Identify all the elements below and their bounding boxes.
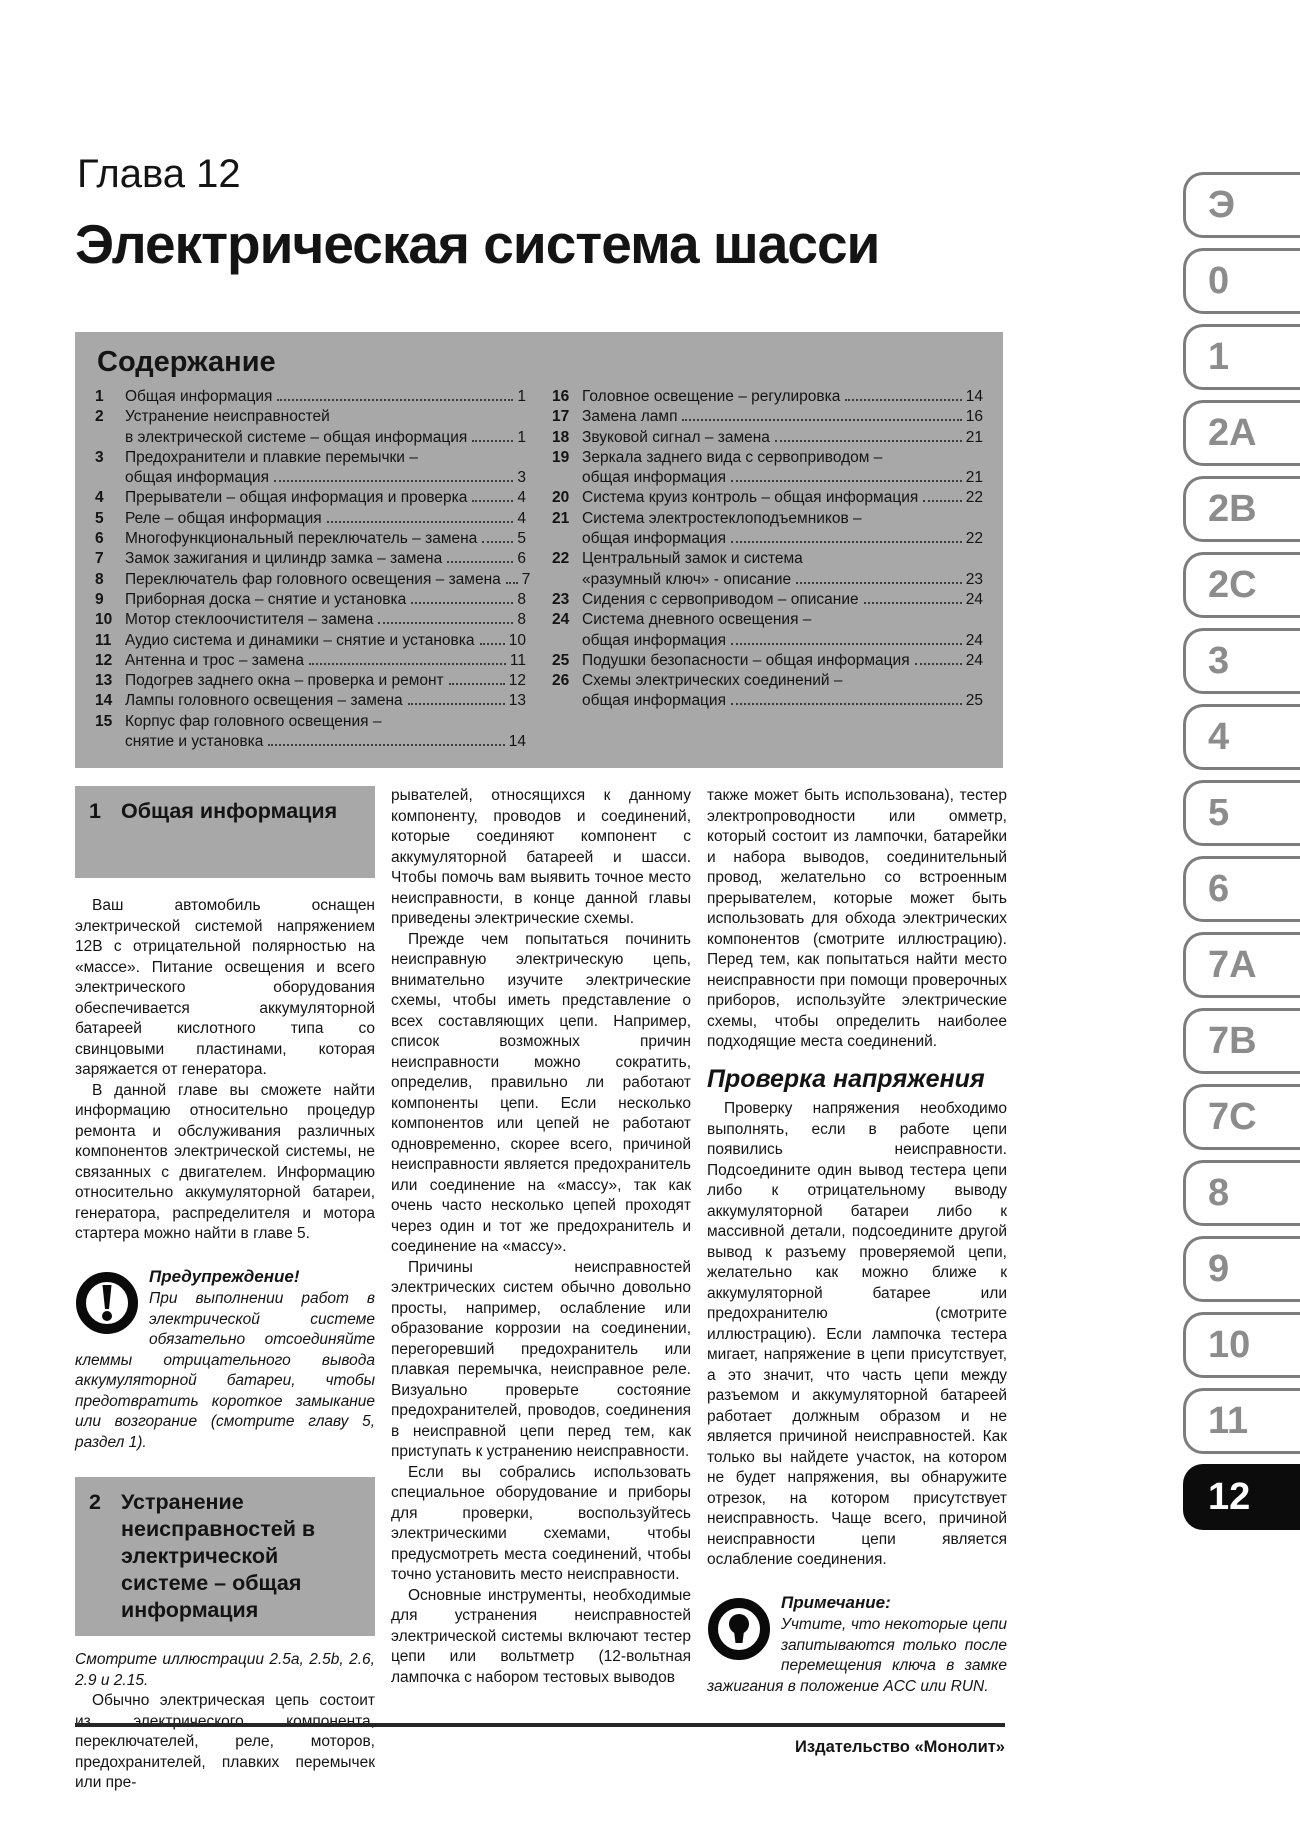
dotted-leader <box>408 703 505 705</box>
toc-item <box>552 448 983 489</box>
paragraph: Причины неисправностей электрических систем обычно довольно просты, например, ослабление или образование коррозии на соединении, перегоревший предохранитель или плавкая перемычка, неисправное реле. Визуально проверьте состояние предохранителей, проводов, соединения в неисправной цепи перед тем, как приступать к устранению неисправности. <box>391 1258 691 1460</box>
toc-item-number: 17 <box>552 408 570 426</box>
paragraph: рывателей, относящихся к данному компоненту, проводов и соединений, которые соединяют компонент с аккумуляторной батареей и шасси. Чтобы помочь вам выявить точное место неисправности, в конце данной главы приведены электрические схемы. <box>391 787 691 927</box>
toc-item-title: Подогрев заднего окна – проверка и ремонт <box>125 672 444 690</box>
voltage-check-heading: Проверка напряжения <box>707 1064 985 1093</box>
toc-page-number: 11 <box>509 651 526 669</box>
toc-item-title: Замок зажигания и цилиндр замка – замена <box>125 550 443 568</box>
toc-item <box>552 387 983 407</box>
toc-item-title: общая информация <box>125 469 269 487</box>
chapter-tab-label: 5 <box>1208 791 1230 834</box>
toc-item <box>95 509 526 529</box>
chapter-tab-label: 2C <box>1208 563 1257 606</box>
chapter-tab-6 <box>1183 856 1300 922</box>
toc-item-title: Антенна и трос – замена <box>125 651 304 669</box>
dotted-leader <box>268 744 504 746</box>
toc-item-number: 21 <box>552 509 570 527</box>
toc-page-number: 8 <box>517 590 526 608</box>
chapter-tab-0 <box>1183 248 1300 314</box>
toc-item <box>552 407 983 427</box>
toc-page-number: 21 <box>965 428 983 446</box>
chapter-tab-label: 7A <box>1208 943 1257 986</box>
toc-item <box>95 671 526 691</box>
toc-item-title: Прерыватели – общая информация и проверка <box>125 489 468 507</box>
toc-page-number: 23 <box>965 570 983 588</box>
toc-item-title: Зеркала заднего вида с сервоприводом – <box>582 448 883 466</box>
toc-item-title: Общая информация <box>125 388 273 405</box>
dotted-leader <box>506 582 518 584</box>
toc-item <box>552 509 983 550</box>
paragraph: Проверку напряжения необходимо выполнять, если в работе цепи появились неисправности. Подсоедините один вывод тестера цепи либо к отрицательному выводу аккумуляторной батареи либо к массивной детали, подсоедините другой вывод к разъему проверяемой цепи, желательно как можно ближе к аккумуляторной батарее или предохранителю (смотрите иллюстрацию). Если лампочка тестера мигает, напряжение в цепи присутствует, а это значит, что часть цепи между разъемом и аккумуляторной батареей работает должным образом и не является причиной неисправностей. Как только вы найдете участок, на котором не будет напряжения, вы обнаружите отрезок, на котором присутствует неисправность. Чаще всего, причиной неисправности цепи является ослабление соединения. <box>707 1100 1007 1568</box>
toc-item <box>552 671 983 712</box>
section-title: Общая информация <box>121 799 338 823</box>
toc-page-number: 22 <box>965 530 983 548</box>
dotted-leader <box>309 663 506 665</box>
toc-item-number: 19 <box>552 448 570 466</box>
section-number: 1 <box>89 799 101 823</box>
section-number: 2 <box>89 1490 101 1514</box>
toc-page-number: 1 <box>517 428 526 446</box>
toc-page-number: 25 <box>965 692 983 710</box>
table-of-contents <box>75 332 1003 768</box>
warning-icon <box>75 1271 139 1335</box>
dotted-leader <box>472 500 513 502</box>
paragraph: Обычно электрическая цепь состоит из электрического компонента, переключателей, реле, моторов, предохранителей, плавких перемычек или пре- <box>75 1692 375 1791</box>
chapter-tab-index <box>1183 172 1300 1530</box>
chapter-tab-label: 6 <box>1208 867 1230 910</box>
dotted-leader <box>845 399 961 401</box>
toc-item-title: «разумный ключ» - описание <box>582 570 792 588</box>
toc-page-number: 24 <box>965 651 983 669</box>
dotted-leader <box>447 561 513 563</box>
toc-item-number: 10 <box>95 611 113 629</box>
toc-item-number: 7 <box>95 550 104 568</box>
toc-item <box>95 590 526 610</box>
toc-item <box>95 691 526 711</box>
dotted-leader <box>731 643 962 645</box>
toc-item <box>552 610 983 651</box>
dotted-leader <box>923 500 961 502</box>
section-title: Устранение неисправностей в электрической системе – общая информация <box>121 1490 316 1622</box>
toc-item-number: 4 <box>95 489 104 507</box>
toc-item <box>95 529 526 549</box>
chapter-tab-label: 1 <box>1208 335 1230 378</box>
toc-item-title: Система круиз контроль – общая информация <box>582 489 919 507</box>
toc-item-title: общая информация <box>582 469 726 487</box>
toc-page-number: 14 <box>508 733 526 751</box>
toc-item <box>552 549 983 590</box>
toc-item-number: 20 <box>552 489 570 507</box>
note-text: Учтите, что некоторые цепи запитываются только после перемещения ключа в замке зажигания в положение ACC или RUN. <box>707 1616 1007 1695</box>
chapter-tab-label: 2B <box>1208 487 1257 530</box>
toc-page-number: 13 <box>508 692 526 710</box>
toc-item-title: общая информация <box>582 631 726 649</box>
chapter-tab-label: 8 <box>1208 1171 1230 1214</box>
note-callout <box>707 1593 1007 1698</box>
toc-item <box>552 651 983 671</box>
toc-item-title: Сидения с сервоприводом – описание <box>582 590 859 608</box>
toc-item <box>95 712 526 753</box>
dotted-leader <box>915 663 962 665</box>
toc-item-title: Система дневного освещения – <box>582 611 812 629</box>
toc-item <box>95 387 526 407</box>
toc-item <box>552 428 983 448</box>
toc-item-number: 18 <box>552 428 570 446</box>
toc-page-number: 14 <box>965 388 983 405</box>
chapter-tab-9 <box>1183 1236 1300 1302</box>
chapter-tab-label: 11 <box>1208 1399 1249 1442</box>
toc-page-number: 3 <box>517 469 526 487</box>
toc-item <box>95 549 526 569</box>
paragraph: также может быть использована), тестер электропроводности или омметр, который состоит из лампочки, батарейки и набора выводов, соединительный провод, желательно со встроенным прерывателем, которые может быть использовать для обхода электрических компонентов (смотрите иллюстрацию). Перед тем, как попытаться найти место неисправности при помощи проверочных приборов, используйте электрические схемы, чтобы определить наиболее подходящие места соединений. <box>707 787 1007 1050</box>
toc-item-number: 23 <box>552 590 570 608</box>
publisher-footer: Издательство «Монолит» <box>795 1738 1005 1756</box>
toc-page-number: 21 <box>965 469 983 487</box>
dotted-leader <box>274 480 513 482</box>
toc-page-number: 10 <box>508 631 526 649</box>
toc-item-number: 22 <box>552 550 570 568</box>
toc-page-number: 24 <box>965 631 983 649</box>
dotted-leader <box>378 622 513 624</box>
toc-item <box>95 631 526 651</box>
toc-item-title: Корпус фар головного освещения – <box>125 712 382 730</box>
toc-item-title: Аудио система и динамики – снятие и установка <box>125 631 475 649</box>
toc-item-number: 14 <box>95 692 113 710</box>
toc-page-number: 4 <box>517 489 526 507</box>
toc-item-number: 16 <box>552 388 570 405</box>
toc-heading: Содержание <box>97 346 276 378</box>
chapter-tab-label: 0 <box>1208 259 1230 302</box>
page-title: Электрическая система шасси <box>75 213 880 275</box>
toc-item-number: 3 <box>95 448 104 466</box>
dotted-leader <box>682 419 961 421</box>
toc-page-number: 1 <box>517 388 526 405</box>
chapter-tab-7B <box>1183 1008 1300 1074</box>
toc-item-title: Подушки безопасности – общая информация <box>582 651 910 669</box>
chapter-tab-11 <box>1183 1388 1300 1454</box>
dotted-leader <box>731 480 962 482</box>
chapter-tab-10 <box>1183 1312 1300 1378</box>
toc-item <box>95 570 531 590</box>
dotted-leader <box>472 440 513 442</box>
toc-column-left <box>95 387 531 752</box>
dotted-leader <box>480 643 505 645</box>
toc-item-title: Головное освещение – регулировка <box>582 388 841 405</box>
chapter-tab-label: 9 <box>1208 1247 1230 1290</box>
toc-page-number: 7 <box>521 570 531 588</box>
toc-item-number: 25 <box>552 651 570 669</box>
light-bulb-icon <box>707 1597 771 1661</box>
paragraph: Основные инструменты, необходимые для устранения неисправностей электрической системы включают тестер цепи или вольтметр (12-вольтная лампочка с набором тестовых выводов <box>391 1586 691 1686</box>
chapter-tab-Э <box>1183 172 1300 238</box>
toc-item-number: 6 <box>95 530 104 548</box>
dotted-leader <box>482 541 513 543</box>
toc-item-number: 26 <box>552 672 570 690</box>
chapter-tab-7C <box>1183 1084 1300 1150</box>
dotted-leader <box>864 602 962 604</box>
chapter-tab-1 <box>1183 324 1300 390</box>
chapter-tab-2B <box>1183 476 1300 542</box>
toc-page-number: 16 <box>965 408 983 426</box>
toc-item-number: 12 <box>95 651 113 669</box>
chapter-tab-label: 2A <box>1208 411 1257 454</box>
toc-page-number: 24 <box>965 590 983 608</box>
dotted-leader <box>731 541 962 543</box>
toc-item <box>552 590 983 610</box>
dotted-leader <box>411 602 513 604</box>
toc-item-title: Приборная доска – снятие и установка <box>125 590 407 608</box>
chapter-tab-5 <box>1183 780 1300 846</box>
toc-item-number: 5 <box>95 509 104 527</box>
toc-item-number: 24 <box>552 611 570 629</box>
chapter-tab-12 <box>1183 1464 1300 1530</box>
paragraph: Прежде чем попытаться починить неисправную электрическую цепь, внимательно изучите электрические схемы, чтобы иметь представление о всех составляющих цепи. Например, список возможных причин неисправности можно сократить, определив, правильно ли работают компоненты цепи. Если несколько компонентов или цепей не работают одновременно, скорее всего, причиной неисправности является предохранитель или соединение на «массу», так как очень часто несколько цепей проходят через один и тот же предохранитель и соединение на «массу». <box>391 930 691 1255</box>
body-column-1 <box>75 786 375 1794</box>
toc-item-title: Система электростеклоподъемников – <box>582 509 862 527</box>
toc-item-number: 1 <box>95 388 104 405</box>
chapter-tab-2C <box>1183 552 1300 618</box>
footer-rule <box>75 1723 1005 1727</box>
chapter-tab-3 <box>1183 628 1300 694</box>
chapter-tab-2A <box>1183 400 1300 466</box>
toc-item <box>95 488 526 508</box>
dotted-leader <box>327 521 514 523</box>
toc-item <box>552 488 983 508</box>
toc-item-title: Центральный замок и система <box>582 550 803 568</box>
toc-page-number: 8 <box>517 611 526 629</box>
toc-item-title: снятие и установка <box>125 733 264 751</box>
warning-title: Предупреждение! <box>149 1266 300 1286</box>
dotted-leader <box>449 683 505 685</box>
chapter-tab-label: 4 <box>1208 715 1230 758</box>
body-columns <box>75 786 1007 1794</box>
toc-item <box>95 651 526 671</box>
toc-item-number: 13 <box>95 672 113 690</box>
paragraph: Ваш автомобиль оснащен электрической системой напряжением 12В с отрицательной полярностью на «массе». Питание освещения и всего электрического оборудования обеспечивается аккумуляторной батареей кислотного типа со свинцовыми пластинами, которая заряжается от генератора. <box>75 897 375 1078</box>
chapter-tab-label: 3 <box>1208 639 1230 682</box>
dotted-leader <box>277 399 513 401</box>
toc-page-number: 5 <box>517 530 526 548</box>
chapter-tab-4 <box>1183 704 1300 770</box>
toc-item-title: Многофункциональный переключатель – замена <box>125 530 478 548</box>
chapter-tab-label: 12 <box>1208 1475 1251 1518</box>
dotted-leader <box>775 440 962 442</box>
toc-item-number: 15 <box>95 712 113 730</box>
toc-page-number: 4 <box>517 509 526 527</box>
chapter-label: Глава 12 <box>77 152 241 196</box>
toc-item-number: 2 <box>95 408 104 426</box>
toc-page-number: 22 <box>965 489 983 507</box>
toc-item-title: Мотор стеклоочистителя – замена <box>125 611 374 629</box>
body-column-3 <box>707 786 1007 1794</box>
body-column-2 <box>391 786 691 1794</box>
chapter-tab-8 <box>1183 1160 1300 1226</box>
chapter-tab-label: 7B <box>1208 1019 1257 1062</box>
note-title: Примечание: <box>781 1592 891 1612</box>
chapter-tab-label: 10 <box>1208 1323 1251 1366</box>
section-heading-2 <box>75 1477 375 1636</box>
dotted-leader <box>731 703 962 705</box>
chapter-tab-7A <box>1183 932 1300 998</box>
toc-item-number: 8 <box>95 570 104 588</box>
toc-column-right <box>552 387 983 752</box>
toc-item-number: 9 <box>95 590 104 608</box>
warning-callout <box>75 1267 375 1454</box>
toc-item-title: Звуковой сигнал – замена <box>582 428 770 446</box>
toc-item-title: Лампы головного освещения – замена <box>125 692 403 710</box>
toc-item <box>95 610 526 630</box>
warning-text: При выполнении работ в электрической системе обязательно отсоединяйте клеммы отрицательного вывода аккумуляторной батареи, чтобы предотвратить короткое замыкание или возгорание (смотрите главу 5, раздел 1). <box>75 1290 375 1451</box>
toc-item-title: в электрической системе – общая информация <box>125 428 468 446</box>
toc-item-title: общая информация <box>582 692 726 710</box>
toc-item-title: общая информация <box>582 530 726 548</box>
chapter-tab-label: Э <box>1208 183 1236 226</box>
toc-item-number: 11 <box>95 631 112 649</box>
section-heading-1 <box>75 786 375 878</box>
toc-item-title: Переключатель фар головного освещения – замена <box>125 570 501 588</box>
toc-page-number: 12 <box>508 672 526 690</box>
see-illustrations-note: Смотрите иллюстрации 2.5a, 2.5b, 2.6, 2.9 и 2.15. <box>75 1651 375 1689</box>
toc-item-title: Замена ламп <box>582 408 678 426</box>
toc-item <box>95 448 526 489</box>
toc-item-title: Реле – общая информация <box>125 509 322 527</box>
toc-page-number: 6 <box>517 550 526 568</box>
paragraph: В данной главе вы сможете найти информацию относительно процедур ремонта и обслуживания различных компонентов электрической системы, не связанных с двигателем. Информацию относительно аккумуляторной батареи, генератора, распределителя и мотора стартера можно найти в главе 5. <box>75 1081 375 1242</box>
toc-item-title: Схемы электрических соединений – <box>582 672 843 690</box>
chapter-tab-label: 7C <box>1208 1095 1257 1138</box>
toc-item <box>95 407 526 448</box>
paragraph: Если вы собрались использовать специальное оборудование и приборы для проверки, воспользуйтесь электрическими схемами, чтобы предусмотреть места соединений, чтобы точно установить место неисправности. <box>391 1463 691 1583</box>
dotted-leader <box>796 582 962 584</box>
toc-item-title: Устранение неисправностей <box>125 408 330 426</box>
toc-item-title: Предохранители и плавкие перемычки – <box>125 448 418 466</box>
